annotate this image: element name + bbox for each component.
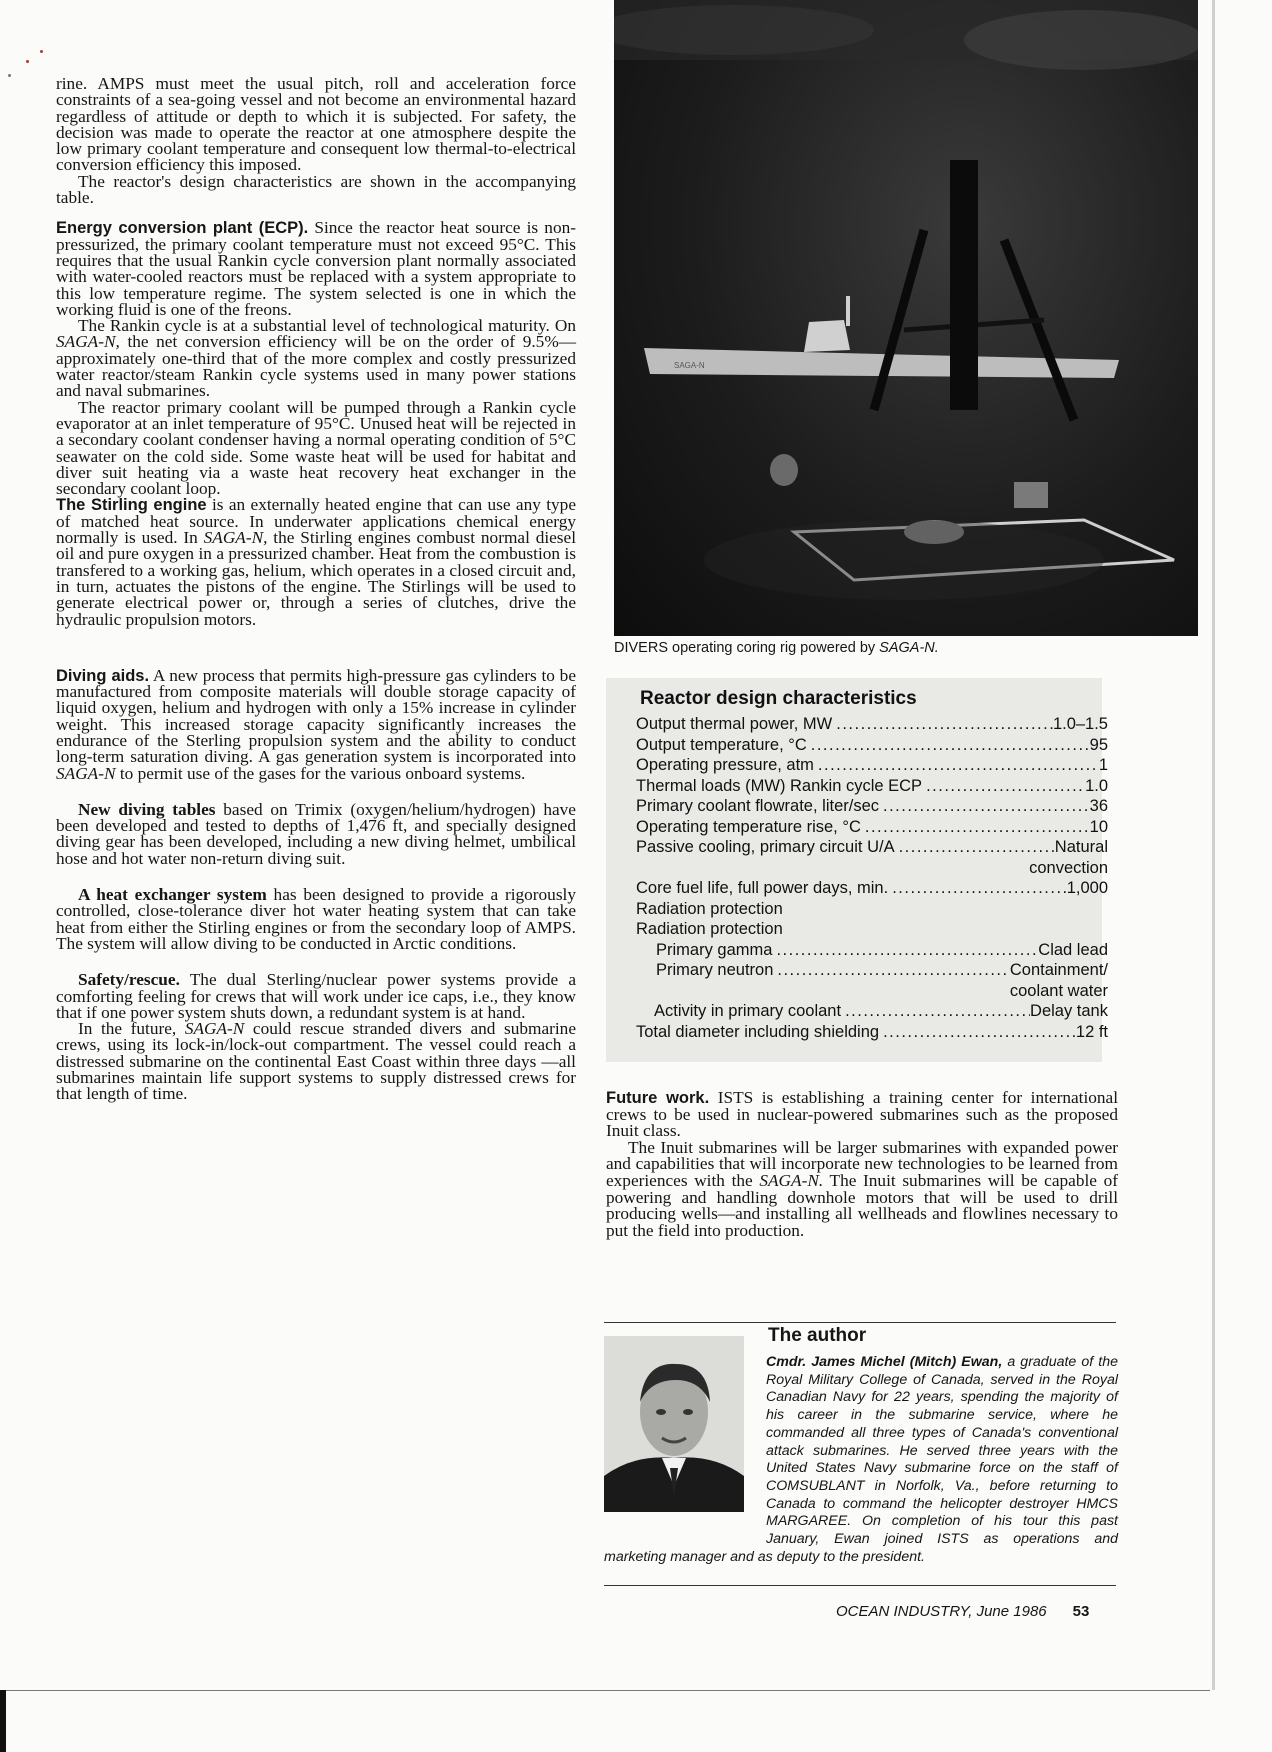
table-row: Output temperature, °C ..... 95 [636,735,1108,756]
paragraph: In the future, SAGA-N could rescue stranded divers and submarine crews, using its lock-in/lock-out compartment. The vessel could reach a distressed submarine on the continental East Coast within three days —all submarines maintain life support systems to supply distressed crews for that length of time. [56,1019,576,1104]
page-number: 53 [1072,1603,1090,1620]
right-column [606,1090,1118,1239]
table-rows [636,714,1108,1042]
publication-name: OCEAN INDUSTRY, June 1986 [836,1603,1047,1620]
paragraph-diving: Diving aids. A new process that permits high-pressure gas cylinders to be manufactured from composite materials will double storage capacity of liquid oxygen, helium and hydrogen with only a 15% increase in cylinder weight. This increased storage capacity significantly increases the endurance of the Sterling propulsion system and the ability to conduct long-term saturation diving. A gas generation system is incorporated into SAGA-N to permit use of the gases for the various onboard systems. [56,665,576,783]
table-row: Output thermal power, MW ..... 1.0–1.5 [636,714,1108,735]
table-row: Core fuel life, full power days, min. ..... 1,000 [636,878,1108,899]
table-row: Total diameter including shielding ..... 12 ft [636,1022,1108,1043]
paragraph: The reactor's design characteristics are shown in the accompanying table. [56,171,576,208]
boat-hull-marking: SAGA-N [674,361,705,370]
paragraph: rine. AMPS must meet the usual pitch, roll and acceleration force constraints of a sea-going vessel and not become an environmental hazard regardless of attitude or depth to which it is subjected. For safety, the decision was made to operate the reactor at one atmosphere despite the low primary coolant temperature and consequent low thermal-to-electrical conversion efficiency this imposed. [56,74,576,175]
table-row: Primary neutron ..... Containment/ [636,960,1108,981]
author-bio: Cmdr. James Michel (Mitch) Ewan, a graduate of the Royal Military College of Canada, served in the Royal Canadian Navy for 22 years, spending the majority of his career in the submarine service, where he commanded all three types of Canada's conventional attack submarines. He served three years with the United States Navy submarine force on the staff of COMSUBLANT in Norfolk, Va., before returning to Canada to command the helicopter destroyer HMCS MARGAREE. On completion of his tour this past January, Ewan joined ISTS as operations and marketing manager and as deputy to the president. [604,1354,1118,1565]
table-row: Operating pressure, atm ..... 1 [636,755,1108,776]
table-row-continuation: coolant water [1009,981,1108,1000]
paragraph-ecp: Energy conversion plant (ECP). Since the reactor heat source is non-pressurized, the primary coolant temperature must not exceed 95°C. This requires that the usual Rankin cycle conversion plant normally associated with water-cooled reactors must be replaced with a system appropriate to this low temperature regime. The system selected is one in which the working fluid is one of the freons. [56,218,576,319]
paragraph: The reactor primary coolant will be pumped through a Rankin cycle evaporator at an inlet temperature of 95°C. Unused heat will be rejected in a secondary coolant condenser having a normal operating condition of 5°C seawater on the cold side. Some waste heat will be used for habitat and diver suit heating via a waste heat recovery heat exchanger in the secondary coolant loop. [56,397,576,499]
paragraph-safety: Safety/rescue. The dual Sterling/nuclear power systems provide a comforting feeling for crews that will work under ice caps, i.e., they know that if one power system shuts down, a redundant system is at hand. [56,970,576,1022]
table-row: Primary gamma ..... Clad lead [636,940,1108,961]
page-edge [0,1690,1210,1691]
scan-speck [40,50,43,53]
page-footer [836,1603,1089,1620]
scan-speck [26,60,29,63]
paragraph-stirling: The Stirling engine is an externally heated engine that can use any type of matched heat source. In underwater applications chemical energy normally is used. In SAGA-N, the Stirling engines combust normal diesel oil and pure oxygen in a pressurized chamber. Heat from the combustion is transfered to a working gas, helium, which operates in a closed circuit and, in turn, actuates the pistons of the engine. The Stirlings will be used to generate electrical power or, through a series of clutches, drive the hydraulic propulsion motors. [56,495,577,629]
paragraph: The Rankin cycle is at a substantial level of technological maturity. On SAGA-N, the net conversion efficiency will be on the order of 9.5%—approximately one-third that of the more complex and costly pressurized water reactor/steam Rankin cycle systems used in many power stations and naval submarines. [56,316,576,401]
paragraph: The Inuit submarines will be larger submarines with expanded power and capabilities that will incorporate new technologies to be learned from experiences with the SAGA-N. The Inuit submarines will be capable of powering and handling downhole motors that will be used to drill producing wells—and installing all wellheads and flowlines necessary to put the field into production. [606,1137,1118,1240]
section-heading: The Stirling engine [56,496,207,515]
table-subheading: Radiation protection [636,920,783,938]
divider [604,1585,1116,1586]
table-row: Thermal loads (MW) Rankin cycle ECP ..... 1.0 [636,776,1108,797]
table-row: Primary coolant flowrate, liter/sec ..... 36 [636,796,1108,817]
scan-speck [8,74,11,77]
subsection-heading: A heat exchanger system [78,885,267,905]
photo-caption: DIVERS operating coring rig powered by SAGA-N. [614,640,939,656]
table-title: Reactor design characteristics [640,688,917,709]
paragraph-heat: A heat exchanger system has been designed to provide a rigorously controlled, close-tolerance diver hot water heating system that can take heat from either the Stirling engines or from the secondary loop of AMPS. The system will allow diving to be conducted in Arctic conditions. [56,885,576,953]
diver [770,454,798,486]
boat-cabin [804,320,850,352]
page-shadow [1212,0,1215,1690]
section-heading: Energy conversion plant (ECP). [56,219,309,238]
author-heading: The author [768,1325,867,1346]
scan-edge-bar [0,1690,6,1752]
paragraph-tables: New diving tables based on Trimix (oxygen/helium/hydrogen) have been developed and tested to depths of 1,476 ft, and specially designed diving gear has been developed, including a new diving helmet, umbilical hose and hot water non-return diving suit. [56,799,576,868]
table-row: Operating temperature rise, °C ..... 10 [636,817,1108,838]
divider [604,1322,1116,1323]
left-column [56,76,576,1103]
author-name: Cmdr. James Michel (Mitch) Ewan, [766,1354,1003,1370]
reactor-characteristics-table [606,678,1108,1062]
table-subheading: Radiation protection [636,899,783,918]
photo-divers-coring-rig [614,0,1198,636]
section-heading: Future work. [606,1089,710,1107]
subsection-heading: New diving tables [78,799,216,819]
table-row: Passive cooling, primary circuit U/A ..... Natural [636,837,1108,858]
paragraph-future-work: Future work. ISTS is establishing a training center for international crews to be used in nuclear-powered submarines such as the proposed Inuit class. [606,1088,1118,1141]
section-heading: Diving aids. [56,666,150,685]
subsection-heading: Safety/rescue. [78,970,180,990]
table-row: Activity in primary coolant ..... Delay tank [636,1001,1108,1022]
photo-illustration [614,0,1198,636]
table-row-continuation: convection [1029,858,1108,877]
